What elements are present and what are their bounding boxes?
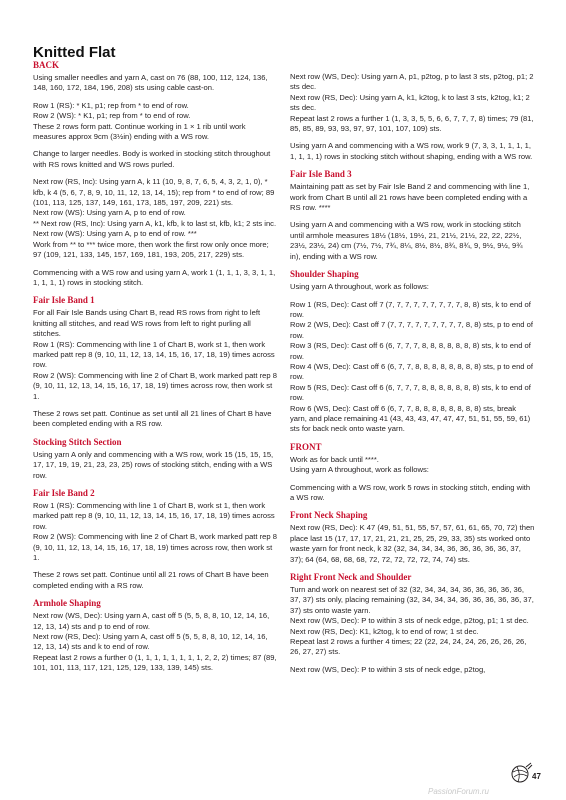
instruction-paragraph: Row 4 (WS, Dec): Cast off 6 (6, 7, 7, 8, 8, 8, 8, 8, 8, 8, 8) sts, p to end of row. (290, 361, 533, 382)
instruction-paragraph: Row 1 (RS, Dec): Cast off 7 (7, 7, 7, 7, 7, 7, 7, 7, 7, 8, 8) sts, k to end of row. (290, 299, 531, 319)
instruction-paragraph: Row 2 (WS): * K1, p1; rep from * to end of row. (33, 111, 191, 121)
section-heading: Front Neck Shaping (290, 510, 368, 521)
instruction-paragraph: These 2 rows form patt. Continue working in 1 × 1 rib until work measures approx 9cm (3½in) ending with a WS row. (33, 121, 246, 142)
instruction-paragraph: Using yarn A throughout, work as follows: (290, 282, 429, 292)
yarn-ball-icon (509, 762, 533, 784)
instruction-paragraph: Row 1 (RS): Commencing with line 1 of Chart B, work st 1, then work marked patt rep 8 (9, 10, 11, 12, 13, 14, 15, 16, 17, 18, 19) times across row. (33, 339, 275, 370)
instruction-paragraph: Next row (RS, Dec): Using yarn A, k1, k2tog, k to last 3 sts, k2tog, k1; 2 sts dec. (290, 92, 530, 113)
instruction-paragraph: Using yarn A only and commencing with a WS row, work 15 (15, 15, 15, 17, 17, 19, 19, 21, 23, 23, 25) rows of stocking stitch, ending with a WS row. (33, 449, 274, 480)
instruction-paragraph: Using yarn A and commencing with a WS row, work in stocking stitch until armhole measures 18½ (18½, 19½, 21, 21½, 21½, 22, 22, 22½, 23½, 23½, 24) cm (7½, 7½, 7¾, 8¼, 8½, 8½, 8¾, 8¾, 9, 9½, 9½, 9¾ in), ending with a WS row. (290, 220, 523, 261)
instruction-paragraph: Row 1 (RS): Commencing with line 1 of Chart B, work st 1, then work marked patt rep 8 (9, 10, 11, 12, 13, 14, 15, 16, 17, 18, 19) times across row. (33, 501, 275, 531)
instruction-paragraph: Next row (WS): Using yarn A, p to end of row. *** (33, 229, 197, 239)
instruction-paragraph: Row 5 (RS, Dec): Cast off 6 (6, 7, 7, 7, 8, 8, 8, 8, 8, 8, 8) sts, k to end of row. (290, 382, 531, 403)
instruction-paragraph: Next row (RS, Inc): Using yarn A, k 11 (10, 9, 8, 7, 6, 5, 4, 3, 2, 1, 0), * kfb, k 4 (5, 6, 7, 8, 9, 10, 11, 12, 13, 14, 15); rep from * to end of row; 89 (101, 113, 125, 137, 149, 161, 173, 185, 197, 209, 221) sts. (33, 177, 275, 208)
instruction-paragraph: Next row (WS, Dec): P to within 3 sts of neck edge, p2tog, p1; 1 st dec. (290, 616, 529, 626)
instruction-paragraph: Next row (WS): Using yarn A, p to end of row. (33, 208, 186, 218)
instruction-paragraph: Next row (RS, Dec): Using yarn A, cast off 5 (5, 5, 8, 8, 10, 12, 14, 16, 12, 13, 14) sts and k to end of row. (33, 632, 268, 652)
watermark: PassionForum.ru (428, 787, 489, 796)
instruction-paragraph: Row 2 (WS): Commencing with line 2 of Chart B, work marked patt rep 8 (9, 10, 11, 12, 13, 14, 15, 16, 17, 18, 19) times across row, then work st 1. (33, 370, 277, 401)
instruction-paragraph: Repeat last 2 rows a further 4 times; 22 (22, 24, 24, 24, 26, 26, 26, 26, 26, 27, 27) sts. (290, 637, 527, 657)
instruction-paragraph: Work from ** to *** twice more, then work the first row only once more; 97 (109, 121, 133, 145, 157, 169, 181, 193, 205, 217, 229) sts. (33, 239, 269, 260)
instruction-paragraph: Change to larger needles. Body is worked in stocking stitch throughout with RS rows knitted and WS rows purled. (33, 149, 271, 169)
instruction-paragraph: Using yarn A and commencing with a WS row, work 9 (7, 3, 3, 1, 1, 1, 1, 1, 1, 1, 1) rows in stocking stitch without shaping, ending with a WS row. (290, 141, 533, 161)
instruction-paragraph: Repeat last 2 rows a further 1 (1, 3, 3, 5, 5, 6, 6, 7, 7, 7, 8) times; 79 (81, 85, 85, 89, 93, 93, 97, 97, 101, 107, 109) sts. (290, 113, 534, 134)
section-heading: Fair Isle Band 2 (33, 488, 95, 498)
instruction-paragraph: Row 1 (RS): * K1, p1; rep from * to end of row. (33, 100, 189, 110)
page-number: 47 (532, 772, 541, 781)
instruction-paragraph: Commencing with a WS row, work 5 rows in stocking stitch, ending with a WS row. (290, 482, 531, 502)
section-heading: Shoulder Shaping (290, 269, 359, 280)
instruction-paragraph: Next row (WS, Dec): Using yarn A, cast off 5 (5, 5, 8, 8, 10, 12, 14, 16, 12, 13, 14) sts and p to end of row. (33, 611, 270, 631)
instruction-paragraph: These 2 rows set patt. Continue as set until all 21 lines of Chart B have been completed ending with a RS row. (33, 408, 272, 429)
section-heading: Right Front Neck and Shoulder (290, 572, 412, 583)
instruction-paragraph: Next row (WS, Dec): P to within 3 sts of neck edge, p2tog, (290, 664, 486, 674)
instruction-paragraph: These 2 rows set patt. Continue until all 21 rows of Chart B have been completed ending with a RS row. (33, 570, 269, 590)
section-heading: Fair Isle Band 3 (290, 169, 352, 180)
instruction-paragraph: Next row (RS, Dec): K1, k2tog, k to end of row; 1 st dec. (290, 626, 479, 636)
section-heading: FRONT (290, 441, 322, 452)
instruction-paragraph: Turn and work on nearest set of 32 (32, 34, 34, 34, 36, 36, 36, 36, 36, 37, 37) sts only, placing remaining (32, 34, 34, 34, 36, 36, 36, 36, 36, 37, 37) sts onto waste yarn. (290, 585, 534, 615)
instruction-paragraph: Next row (RS, Dec): K 47 (49, 51, 51, 55, 57, 57, 61, 61, 65, 70, 72) then place last 15 (17, 17, 17, 21, 21, 21, 25, 25, 29, 33, 35) sts worked onto waste yarn for front neck, k 32 (32, 34, 34, 34, 36, 36, 36, 36, 36, 37, 37); 64 (64, 68, 68, 68, 72, 72, 72, 72, 72, 74, 74) sts. (290, 523, 535, 564)
section-heading: Armhole Shaping (33, 598, 101, 609)
instruction-paragraph: Work as for back until ****. (290, 454, 379, 464)
instruction-paragraph: Using smaller needles and yarn A, cast on 76 (88, 100, 112, 124, 136, 148, 160, 172, 184, 196, 208) sts using cable cast-on. (33, 73, 268, 93)
section-heading: Fair Isle Band 1 (33, 295, 95, 306)
instruction-paragraph: Row 2 (WS): Commencing with line 2 of Chart B, work marked patt rep 8 (9, 10, 11, 12, 13, 14, 15, 16, 17, 18, 19) times across row, then work st 1. (33, 532, 277, 563)
section-heading: Stocking Stitch Section (33, 436, 122, 447)
instruction-paragraph: Commencing with a WS row and using yarn A, work 1 (1, 1, 1, 3, 3, 1, 1, 1, 1, 1, 1) rows in stocking stitch. (33, 267, 276, 287)
right-column (290, 72, 535, 682)
instruction-paragraph: Next row (WS, Dec): Using yarn A, p1, p2tog, p to last 3 sts, p2tog, p1; 2 sts dec. (290, 72, 534, 92)
instruction-paragraph: ** Next row (RS, Inc): Using yarn A, k1, kfb, k to last st, kfb, k1; 2 sts inc. (33, 218, 277, 228)
instruction-paragraph: Row 3 (RS, Dec): Cast off 6 (6, 7, 7, 7, 8, 8, 8, 8, 8, 8, 8) sts, k to end of row. (290, 341, 531, 361)
left-column (33, 60, 278, 681)
instruction-paragraph: Maintaining patt as set by Fair Isle Band 2 and commencing with line 1, work from Chart B until all 21 rows have been completed ending with a RS row. **** (290, 182, 530, 213)
instruction-paragraph: For all Fair Isle Bands using Chart B, read RS rows from right to left knitting all stitches, and read WS rows from left to right purling all stitches. (33, 308, 261, 339)
section-heading: BACK (33, 60, 60, 70)
instruction-paragraph: Repeat last 2 rows a further 0 (1, 1, 1, 1, 1, 1, 1, 1, 2, 2, 2) times; 87 (89, 101, 101, 113, 117, 121, 125, 129, 133, 139, 145) sts. (33, 652, 277, 673)
instruction-paragraph: Row 2 (WS, Dec): Cast off 7 (7, 7, 7, 7, 7, 7, 7, 7, 7, 8, 8) sts, p to end of row. (290, 320, 533, 340)
instruction-paragraph: Row 6 (WS, Dec): Cast off 6 (6, 7, 7, 8, 8, 8, 8, 8, 8, 8, 8) sts, break yarn, and place remaining 41 (43, 43, 43, 47, 47, 47, 51, 51, 55, 59, 61) sts for back neck onto waste yarn. (290, 403, 531, 434)
page-title: Knitted Flat (33, 44, 116, 61)
instruction-paragraph: Using yarn A throughout, work as follows: (290, 465, 429, 475)
